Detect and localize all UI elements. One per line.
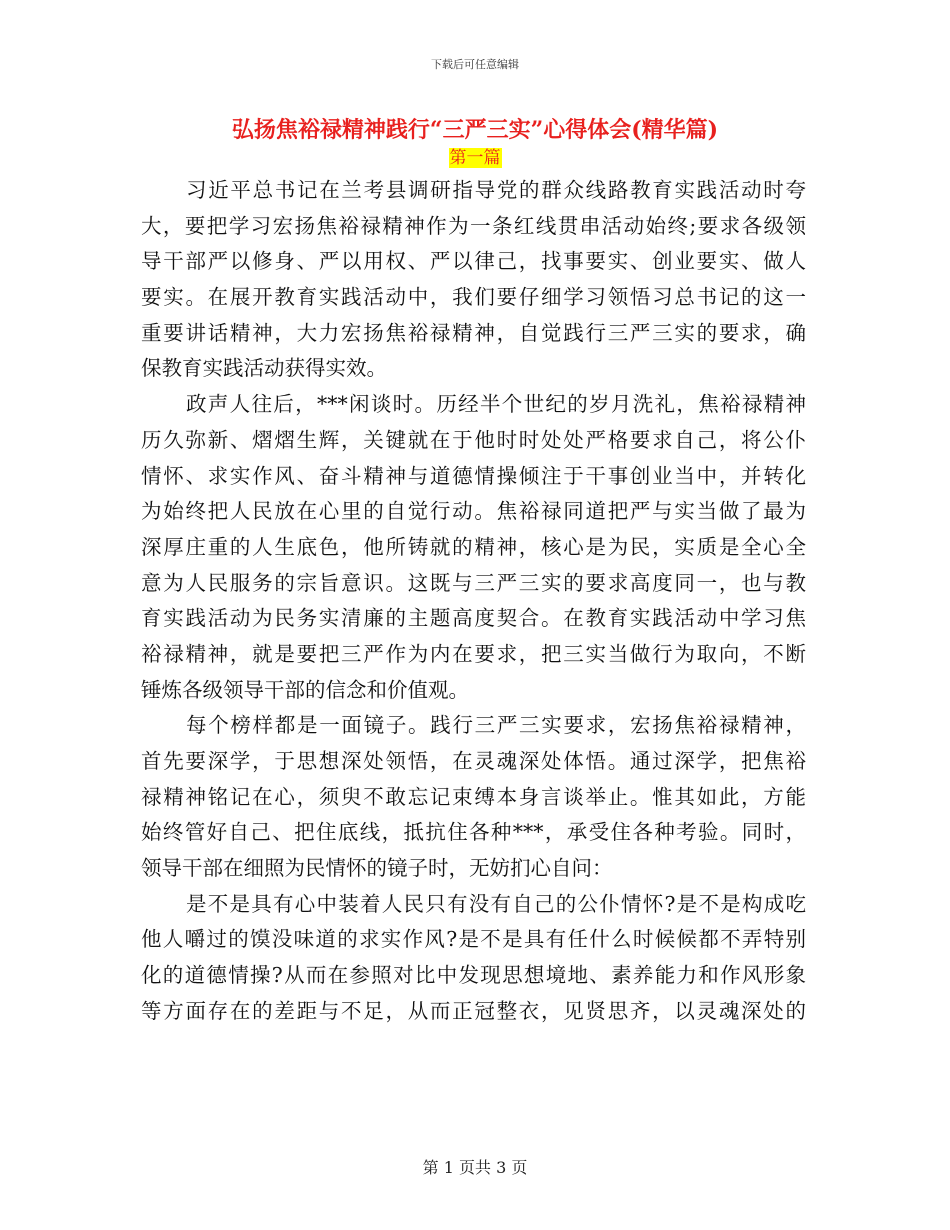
text-line: 化的道德情操?从而在参照对比中发现思想境地、素养能力和作风形象: [141, 963, 806, 988]
page-footer-number: 第 1 页共 3 页: [422, 1158, 528, 1177]
page-header-note: 下载后可任意编辑: [431, 58, 519, 71]
text-line: 习近平总书记在兰考县调研指导党的群众线路教育实践活动时夸: [186, 178, 806, 202]
paragraph-3: [141, 708, 806, 886]
text-line: 政声人往后，***闲谈时。历经半个世纪的岁月洗礼，焦裕禄精神: [186, 392, 806, 417]
body-text: [141, 173, 806, 1030]
text-line: 首先要深学，于思想深处领悟，在灵魂深处体悟。通过深学，把焦裕: [141, 749, 806, 773]
text-line: 禄精神铭记在心，须臾不敢忘记束缚本身言谈举止。惟其如此，方能: [141, 784, 806, 809]
text-line: 要实。在展开教育实践活动中，我们要仔细学习领悟习总书记的这一: [141, 285, 806, 310]
text-line: 裕禄精神，就是要把三严作为内在要求，把三实当做行为取向，不断: [141, 641, 806, 666]
text-line: 深厚庄重的人生底色，他所铸就的精神，核心是为民，实质是全心全: [141, 534, 806, 559]
paragraph-4: [141, 887, 806, 1030]
text-line: 重要讲话精神，大力宏扬焦裕禄精神，自觉践行三严三实的要求，确: [141, 320, 806, 345]
text-line: 领导干部在细照为民情怀的镜子时，无妨扪心自问：: [141, 856, 613, 881]
document-title: 弘扬焦裕禄精神践行“三严三实”心得体会(精华篇): [231, 117, 719, 143]
paragraph-1: [141, 173, 806, 387]
paragraph-2: [141, 387, 806, 708]
text-line: 锤炼各级领导干部的信念和价值观。: [141, 677, 469, 702]
text-line: 历久弥新、熠熠生辉，关键就在于他时时处处严格要求自己，将公仆: [141, 427, 806, 452]
text-line: 为始终把人民放在心里的自觉行动。焦裕禄同道把严与实当做了最为: [141, 499, 806, 524]
text-line: 他人嚼过的馍没味道的求实作风?是不是具有任什么时候候都不弄特别: [141, 927, 806, 952]
text-line: 大，要把学习宏扬焦裕禄精神作为一条红线贯串活动始终;要求各级领: [141, 213, 806, 238]
text-line: 等方面存在的差距与不足，从而正冠整衣，见贤思齐，以灵魂深处的: [141, 998, 806, 1023]
section-label-highlight: 第一篇: [449, 148, 501, 168]
text-line: 每个榜样都是一面镜子。践行三严三实要求，宏扬焦裕禄精神，: [186, 713, 806, 738]
text-line: 保教育实践活动获得实效。: [141, 356, 387, 381]
text-line: 情怀、求实作风、奋斗精神与道德情操倾注于干事创业当中，并转化: [141, 463, 806, 488]
text-line: 导干部严以修身、严以用权、严以律己，找事要实、创业要实、做人: [141, 249, 806, 274]
text-line: 始终管好自己、把住底线，抵抗住各种***，承受住各种考验。同时，: [141, 820, 806, 845]
text-line: 是不是具有心中装着人民只有没有自己的公仆情怀?是不是构成吃: [186, 891, 806, 916]
section-label: [0, 143, 950, 168]
text-line: 意为人民服务的宗旨意识。这既与三严三实的要求高度同一，也与教: [141, 570, 806, 595]
text-line: 育实践活动为民务实清廉的主题高度契合。在教育实践活动中学习焦: [141, 606, 806, 631]
